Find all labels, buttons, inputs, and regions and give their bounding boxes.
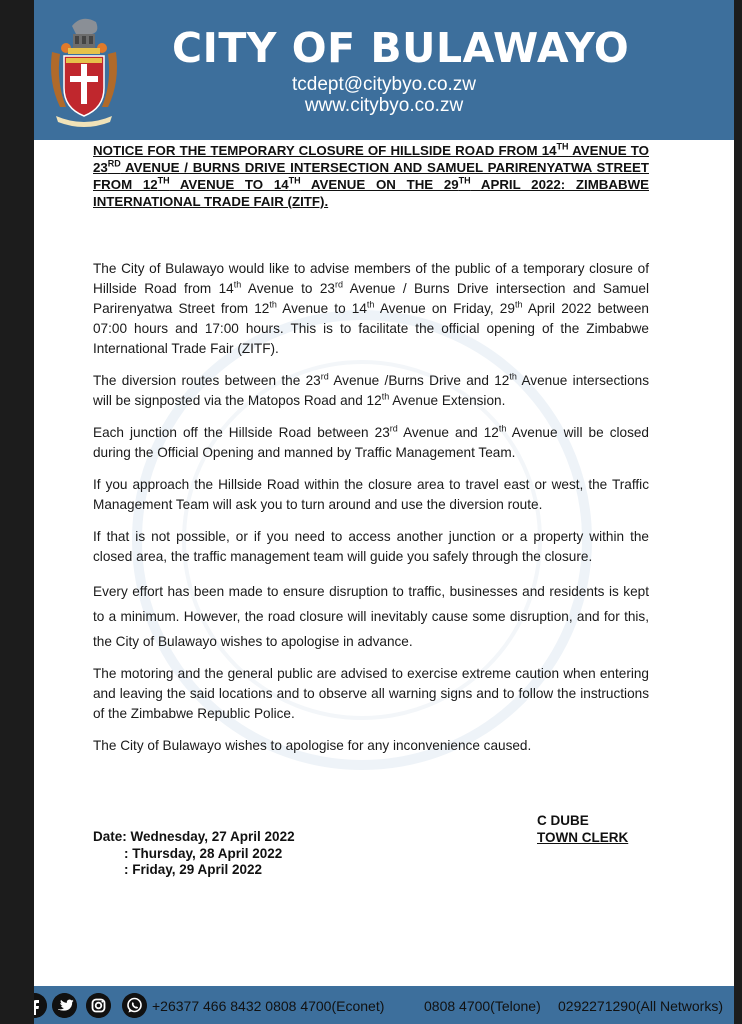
letterhead-banner — [34, 0, 734, 140]
org-name: CITY OF BULAWAYO — [172, 24, 630, 72]
signature-block — [537, 812, 628, 846]
contact-website[interactable]: www.citybyo.co.zw — [304, 95, 464, 116]
paragraph-disruption: Every effort has been made to ensure disruption to traffic, businesses and residents is kept to a minimum. However, the road closure will inevitably cause some disruption, and for this, the City of Bulawayo wishes to apologise in advance. — [93, 584, 649, 649]
date-line: : Friday, 29 April 2022 — [124, 862, 263, 877]
dates-block — [93, 829, 295, 879]
paragraph-junctions: Each junction off the Hillside Road between 23rd Avenue and 12th Avenue will be closed during the Official Opening and manned by Traffic Management Team. — [93, 423, 649, 460]
paragraph-diversion-routes: The diversion routes between the 23rd Avenue /Burns Drive and 12th Avenue intersections will be signposted via the Matopos Road and 12th Avenue Extension. — [93, 371, 649, 408]
paragraph-apology: The City of Bulawayo wishes to apologise for any inconvenience caused. — [93, 738, 532, 753]
whatsapp-icon[interactable] — [122, 993, 147, 1018]
contact-email[interactable]: tcdept@citybyo.co.zw — [291, 74, 477, 95]
paragraph-approach: If you approach the Hillside Road within the closure area to travel east or west, the Traffic Management Team will ask you to turn around and use the diversion route. — [93, 477, 649, 512]
twitter-icon[interactable] — [52, 993, 77, 1018]
facebook-icon[interactable] — [34, 993, 47, 1018]
instagram-icon[interactable] — [86, 993, 111, 1018]
date-line: Date: Wednesday, 27 April 2022 — [93, 829, 295, 844]
paragraph-access: If that is not possible, or if you need to access another junction or a property within the closed area, the traffic management team will guide you safely through the closure. — [93, 529, 649, 564]
phone-econet[interactable]: +26377 466 8432 0808 4700(Econet) — [152, 998, 385, 1014]
paragraph-caution: The motoring and the general public are advised to exercise extreme caution when entering and leaving the said locations and to observe all warning signs and to follow the instructions of the Zimbabwe Republic Police. — [93, 666, 649, 721]
signatory-name: C DUBE — [537, 813, 589, 828]
notice-title: NOTICE FOR THE TEMPORARY CLOSURE OF HILLSIDE ROAD FROM 14TH AVENUE TO 23RD AVENUE / BURNS DRIVE INTERSECTION AND SAMUEL PARIRENYATWA STREET FROM 12TH AVENUE TO 14TH AVENUE ON THE 29TH APRIL 2022: ZIMBABWE INTERNATIONAL TRADE FAIR (ZITF). — [93, 141, 649, 209]
date-line: : Thursday, 28 April 2022 — [124, 845, 283, 861]
notice-page — [34, 0, 734, 1024]
paragraph-closure-details: The City of Bulawayo would like to advise members of the public of a temporary closure of Hillside Road from 14th Avenue to 23rd Avenue / Burns Drive intersection and Samuel Parirenyatwa Street from 12th Avenue to 14th Avenue on Friday, 29th April 2022 between 07:00 hours and 17:00 hours. This is to facilitate the official opening of the Zimbabwe International Trade Fair (ZITF). — [93, 261, 650, 356]
city-crest-icon — [46, 12, 122, 130]
signatory-title: TOWN CLERK — [537, 830, 629, 845]
phone-telone[interactable]: 0808 4700(Telone) — [424, 998, 541, 1014]
contact-footer — [34, 986, 734, 1024]
notice-body — [93, 259, 649, 768]
phone-all-networks[interactable]: 0292271290(All Networks) — [558, 998, 723, 1014]
